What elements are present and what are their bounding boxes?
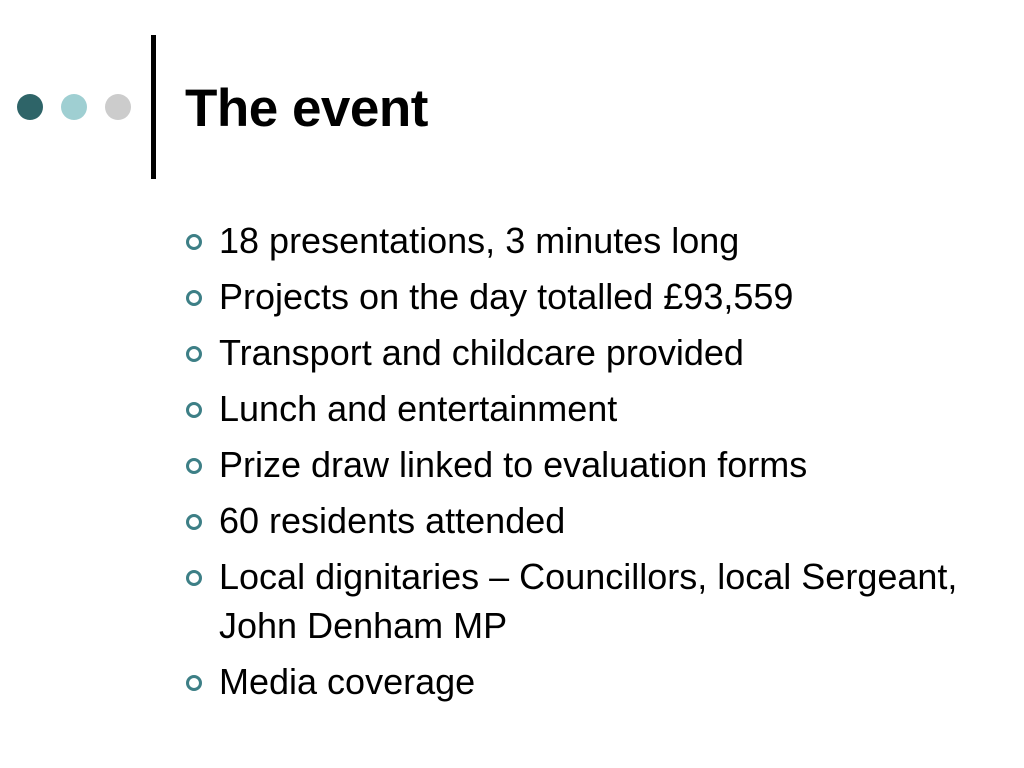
bullet-text: Media coverage <box>219 661 476 702</box>
ring-bullet-icon <box>186 514 202 530</box>
decorative-dot-dark <box>17 94 43 120</box>
slide-title: The event <box>185 79 428 138</box>
ring-bullet-icon <box>186 458 202 474</box>
bullet-text: Prize draw linked to evaluation forms <box>219 444 808 485</box>
decorative-dot-light <box>105 94 131 120</box>
bullet-item <box>182 440 982 489</box>
bullet-item <box>182 328 982 377</box>
bullet-text: 18 presentations, 3 minutes long <box>219 220 740 261</box>
bullet-text: Local dignitaries – Councillors, local Sergeant, John Denham MP <box>219 556 958 646</box>
bullet-item <box>182 384 982 433</box>
ring-bullet-icon <box>186 346 202 362</box>
bullet-text: Lunch and entertainment <box>219 388 618 429</box>
ring-bullet-icon <box>186 570 202 586</box>
ring-bullet-icon <box>186 290 202 306</box>
bullet-item <box>182 272 982 321</box>
bullet-item <box>182 496 982 545</box>
bullet-item <box>182 552 982 650</box>
bullet-text: 60 residents attended <box>219 500 566 541</box>
ring-bullet-icon <box>186 402 202 418</box>
bullet-item <box>182 216 982 265</box>
bullet-text: Projects on the day totalled £93,559 <box>219 276 794 317</box>
title-divider <box>151 35 156 179</box>
bullet-item <box>182 657 982 706</box>
decorative-dot-mid <box>61 94 87 120</box>
ring-bullet-icon <box>186 675 202 691</box>
bullet-text: Transport and childcare provided <box>219 332 744 373</box>
bullet-list <box>182 216 982 713</box>
ring-bullet-icon <box>186 234 202 250</box>
